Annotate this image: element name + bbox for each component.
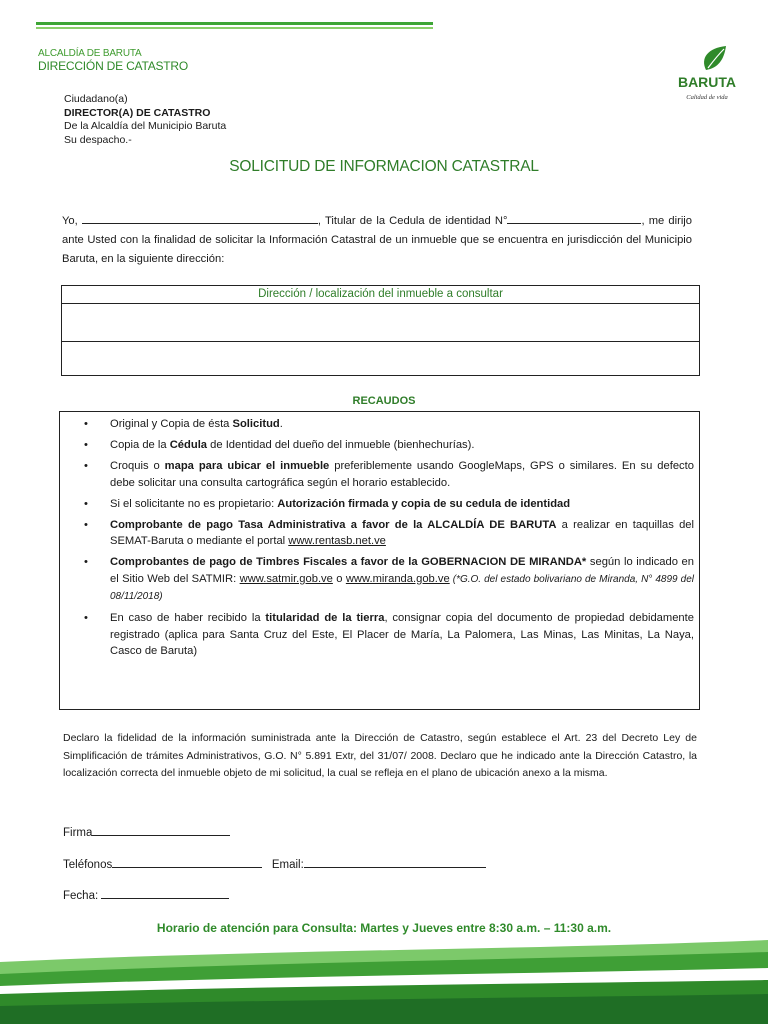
signature-field[interactable]	[92, 825, 230, 836]
footer-swoosh	[0, 940, 768, 1024]
declaration-paragraph: Declaro la fidelidad de la información suministrada ante la Dirección de Catastro, según establece el Art. 23 del Decreto Ley de Simplificación de trámites Administrativos, G.O. N° 5.891 Extr, del 31/07/ 2008. Declaro que he indicado ante la Dirección Catastro, la localización correcta del inmueble objeto de mi solicitud, la cual se refleja en el plano de ubicación anexo a la misma.	[63, 732, 697, 779]
recipient-block	[64, 93, 226, 147]
bullet-icon: •	[84, 439, 88, 451]
bullet-icon: •	[84, 418, 88, 430]
office-hours: Horario de atención para Consulta: Martes y Jueves entre 8:30 a.m. – 11:30 a.m.	[156, 921, 612, 935]
fecha-label: Fecha:	[63, 890, 99, 902]
firma-label: Firma	[63, 827, 93, 839]
intro-paragraph	[62, 212, 692, 269]
recipient-line: Su despacho.-	[64, 133, 132, 146]
contact-line	[63, 857, 486, 871]
intro-yo: Yo,	[62, 215, 78, 227]
header-rule	[36, 22, 433, 30]
recaudos-title: RECAUDOS	[352, 395, 416, 407]
email-field[interactable]	[304, 857, 486, 868]
bullet-icon: •	[84, 612, 88, 624]
recipient-line: Ciudadano(a)	[64, 93, 128, 105]
bullet-icon: •	[84, 460, 88, 472]
list-item: • Copia de la Cédula de Identidad del dueño del inmueble (bienhechurías).	[84, 437, 694, 454]
page-title: SOLICITUD DE INFORMACION CATASTRAL	[229, 158, 539, 175]
address-table	[61, 285, 700, 376]
department-name: DIRECCIÓN DE CATASTRO	[38, 59, 189, 73]
id-number-field[interactable]	[507, 213, 641, 224]
date-field[interactable]	[101, 888, 229, 899]
address-row-1[interactable]	[62, 304, 699, 342]
recipient-line: De la Alcaldía del Municipio Baruta	[64, 120, 227, 132]
intro-titular: , Titular de la Cedula de identidad N°	[317, 215, 508, 227]
satmir-link[interactable]: www.satmir.gob.ve	[239, 572, 333, 585]
signature-line	[63, 825, 230, 839]
gazette-note: (*G.O. del estado bolivariano de Miranda, N° 4899 del 08/11/2018)	[110, 573, 694, 602]
intro-comma: ,	[641, 215, 645, 227]
list-item: • Croquis o mapa para ubicar el inmueble preferiblemente usando GoogleMaps, GPS o similares. En su defecto debe solicitar una consulta cartográfica según el horario establecido.	[84, 460, 694, 489]
baruta-logo	[672, 44, 742, 106]
address-table-header: Dirección / localización del inmueble a consultar	[62, 286, 699, 304]
bullet-icon: •	[84, 556, 88, 568]
intro-rest: me dirijo ante Usted con la finalidad de solicitar la Información Catastral de un inmueble que se encuentra en jurisdicción del Municipio Baruta, en la siguiente dirección:	[62, 215, 693, 265]
rentasb-link[interactable]: www.rentasb.net.ve	[288, 535, 386, 547]
miranda-link[interactable]: www.miranda.gob.ve	[345, 572, 450, 585]
leaf-icon	[704, 46, 726, 70]
date-line	[63, 888, 229, 902]
recipient-title: DIRECTOR(A) DE CATASTRO	[64, 106, 211, 119]
recaudos-list	[84, 416, 694, 664]
logo-text: BARUTA	[677, 74, 737, 90]
list-item: • Si el solicitante no es propietario: Autorización firmada y copia de su cedula de identidad	[84, 496, 694, 513]
org-name: ALCALDÍA DE BARUTA	[38, 48, 142, 59]
bullet-icon: •	[84, 497, 88, 510]
list-item: • Comprobantes de pago de Timbres Fiscales a favor de la GOBERNACION DE MIRANDA* según lo indicado en el Sitio Web del SATMIR: www.satmir.gob.ve o www.miranda.gob.ve (*G.O. del estado bolivariano de Miranda, N° 4899 del 08/11/2018)	[84, 556, 695, 602]
name-field[interactable]	[82, 213, 318, 224]
logo-tagline: Calidad de vida	[686, 94, 728, 101]
email-label: Email:	[271, 859, 304, 871]
telefonos-label: Teléfonos	[63, 859, 113, 871]
phone-field[interactable]	[112, 857, 262, 868]
bullet-icon: •	[84, 518, 88, 531]
list-item: • Original y Copia de ésta Solicitud.	[84, 416, 694, 433]
list-item: • En caso de haber recibido la titularidad de la tierra, consignar copia del documento de propiedad debidamente registrado (aplica para Santa Cruz del Este, El Placer de María, La Palomera, Las Minas, Las Minitas, La Naya, Casco de Baruta)	[84, 612, 694, 657]
list-item: • Comprobante de pago Tasa Administrativa a favor de la ALCALDÍA DE BARUTA a realizar en taquillas del SEMAT-Baruta o mediante el portal www.rentasb.net.ve	[84, 518, 694, 547]
